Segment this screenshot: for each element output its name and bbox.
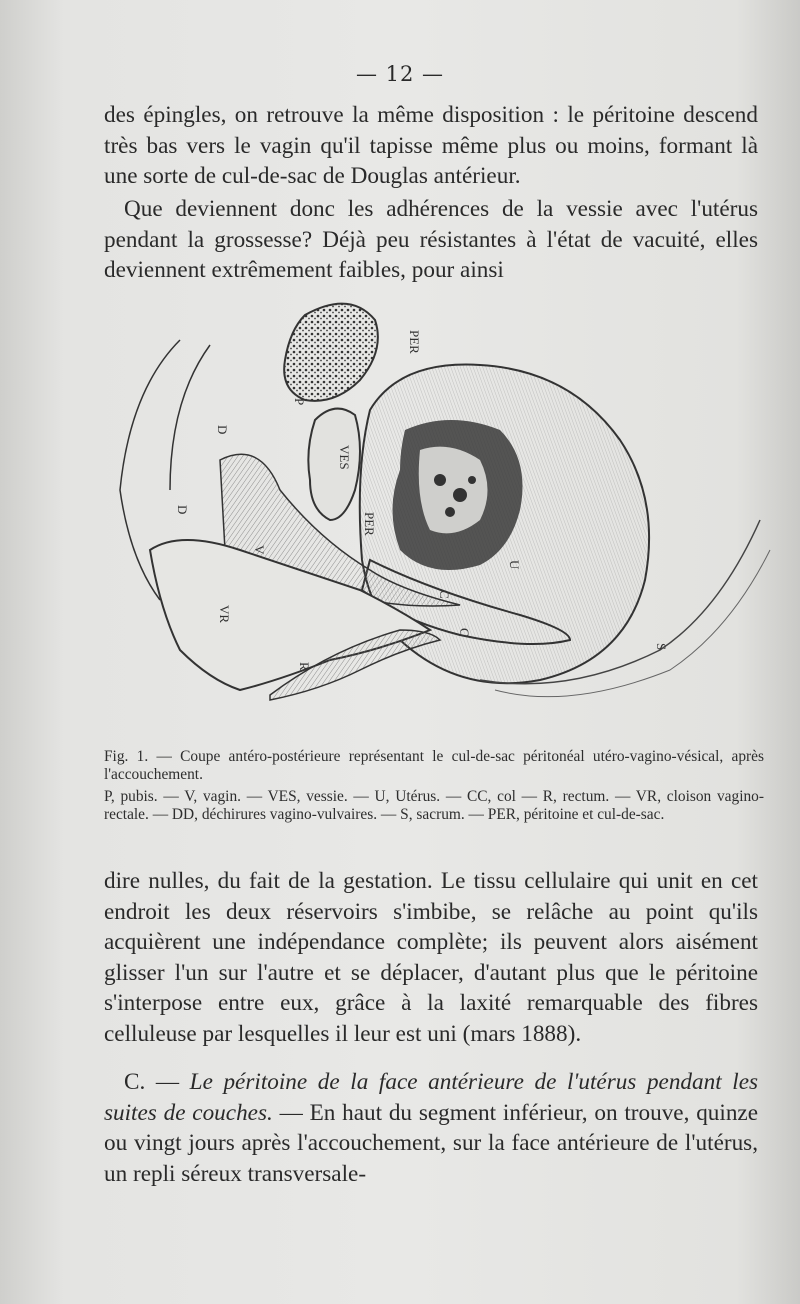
figure-drawing [100, 290, 780, 740]
paragraph-3: dire nulles, du fait de la gestation. Le tissu cellulaire qui unit en cet endroit les deux réservoirs s'imbibe, se relâche au point qu'ils acquièrent une indépendance complète; ils peuvent alors aisément glisser l'un sur l'autre et se déplacer, d'autant plus que le péritoine s'interpose entre eux, grâce à la laxité remarquable des fibres celluleuse par lesquelles il leur est uni (mars 1888). [104, 868, 758, 1047]
label-p: P [292, 398, 307, 406]
label-u: U [507, 560, 522, 570]
label-s: S [654, 643, 669, 651]
paragraph-1: des épingles, on retrouve la même disposition : le péritoine descend très bas vers le vagin qu'il tapisse même plus ou moins, formant là une sorte de cul-de-sac de Douglas antérieur. [104, 102, 758, 189]
label-d2: D [175, 505, 190, 515]
label-c1: C [437, 590, 452, 599]
section-marker: C. — [124, 1069, 190, 1095]
label-per-mid: PER [362, 512, 377, 536]
section-title: Le péritoine de la face antérieure de l'utérus pendant les suites de couches. [104, 1069, 759, 1126]
label-d1: D [215, 425, 230, 435]
anatomical-figure [100, 290, 780, 740]
label-v: V [252, 545, 267, 555]
label-ves: VES [337, 445, 352, 470]
paragraph-4-body: — En haut du segment inférieur, on trouve, quinze ou vingt jours après l'accouchement, sur la face antérieure de l'utérus, un repli séreux transversale- [104, 1099, 758, 1187]
paragraph-2: Que deviennent donc les adhérences de la vessie avec l'utérus pendant la grossesse? Déjà peu résistantes à l'état de vacuité, elles deviennent extrêmement faibles, pour ainsi [104, 196, 758, 283]
figure-caption-legend: P, pubis. — V, vagin. — VES, vessie. — U, Utérus. — CC, col — R, rectum. — VR, cloison vagino-rectale. — DD, déchirures vagino-vulvaires. — S, sacrum. — PER, péritoine et cul-de-sac. [104, 788, 764, 823]
label-vr: VR [217, 605, 232, 624]
paragraph-4 [104, 1067, 758, 1189]
label-per-top: PER [407, 330, 422, 354]
pubis-shape [284, 304, 378, 401]
page-number: — 12 — [355, 62, 445, 86]
figure-caption-title: Fig. 1. — Coupe antéro-postérieure représentant le cul-de-sac péritonéal utéro-vagino-vésical, après l'accouchement. [104, 748, 764, 783]
label-c2: C [457, 628, 472, 637]
label-r: R [297, 662, 312, 671]
